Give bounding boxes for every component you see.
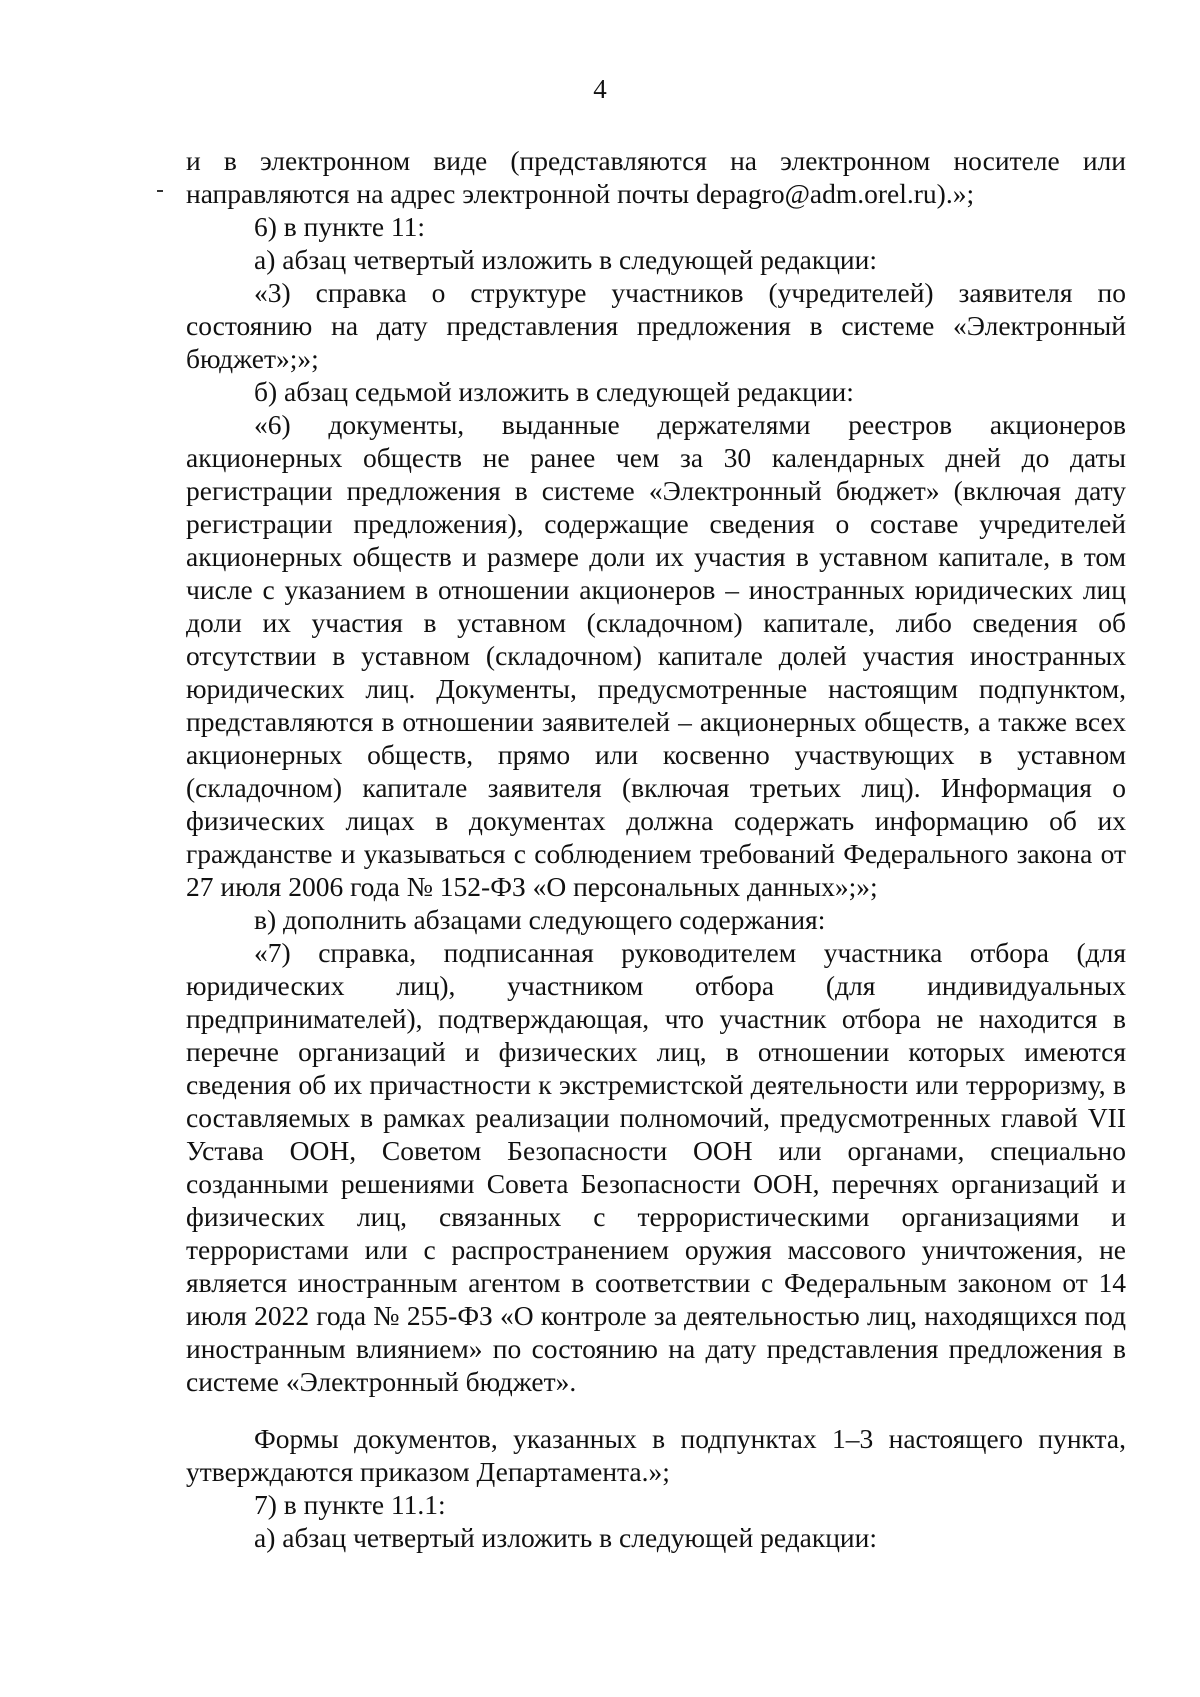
page-number: 4 <box>593 74 607 104</box>
paragraph-quote-6: «6) документы, выданные держателями реестров акционеров акционерных обществ не ранее чем за 30 календарных дней до даты регистрации предложения в системе «Электронный бюджет» (включая дату регистрации предложения), содержащие сведения о составе учредителей акционерных обществ и размере доли их участия в уставном капитале, в том числе с указанием в отношении акционеров – иностранных юридических лиц доли их участия в уставном (складочном) капитале, либо сведения об отсутствии в уставном (складочном) капитале долей участия иностранных юридических лиц. Документы, предусмотренные настоящим подпунктом, представляются в отношении заявителей – акционерных обществ, а также всех акционерных обществ, прямо или косвенно участвующих в уставном (складочном) капитале заявителя (включая третьих лиц). Информация о физических лицах в документах должна содержать информацию об их гражданстве и указываться с соблюдением требований Федерального закона от 27 июля 2006 года № 152-ФЗ «О персональных данных»;»; <box>186 409 1126 902</box>
paragraph-subitem-v: в) дополнить абзацами следующего содержания: <box>254 904 826 935</box>
paragraph-subitem-a: а) абзац четвертый изложить в следующей редакции: <box>254 244 878 275</box>
paragraph-subitem-a-11-1: а) абзац четвертый изложить в следующей редакции: <box>254 1522 878 1553</box>
paragraph-quote-7: «7) справка, подписанная руководителем участника отбора (для юридических лиц), участником отбора (для индивидуальных предпринимателей), подтверждающая, что участник отбора не находится в перечне организаций и физических лиц, в отношении которых имеются сведения об их причастности к экстремистской деятельности или терроризму, в составляемых в рамках реализации полномочий, предусмотренных главой VII Устава ООН, Советом Безопасности ООН или органами, специально созданными решениями Совета Безопасности ООН, перечнях организаций и физических лиц, связанных с террористическими организациями и террористами или с распространением оружия массового уничтожения, не является иностранным агентом в соответствии с Федеральным законом от 14 июля 2022 года № 255-ФЗ «О контроле за деятельностью лиц, находящихся под иностранным влиянием» по состоянию на дату представления предложения в системе «Электронный бюджет». <box>186 937 1126 1397</box>
document-body <box>186 144 1126 1554</box>
paragraph-continuation: и в электронном виде (представляются на электронном носителе или направляются на адрес электронной почты depagro@adm.orel.ru).»; <box>186 145 1126 209</box>
paragraph-item-7: 7) в пункте 11.1: <box>254 1489 446 1520</box>
paragraph-forms: Формы документов, указанных в подпунктах 1–3 настоящего пункта, утверждаются приказом Департамента.»; <box>186 1423 1126 1487</box>
paragraph-quote-3: «3) справка о структуре участников (учредителей) заявителя по состоянию на дату представления предложения в системе «Электронный бюджет»;»; <box>186 277 1126 374</box>
margin-mark <box>157 190 163 192</box>
paragraph-item-6: 6) в пункте 11: <box>254 211 426 242</box>
paragraph-subitem-b: б) абзац седьмой изложить в следующей редакции: <box>254 376 854 407</box>
